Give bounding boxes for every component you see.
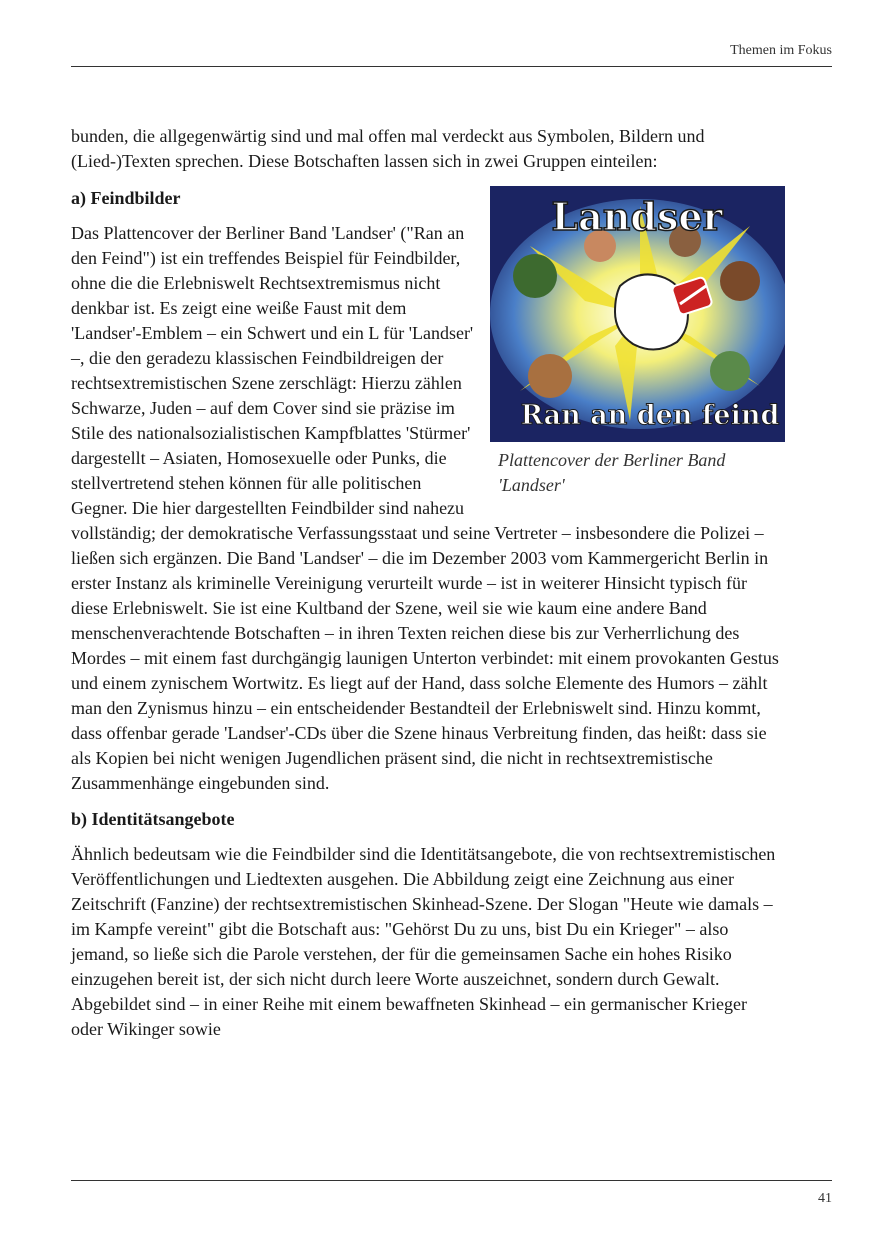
paragraph-identitaetsangebote	[71, 842, 783, 1042]
main-content	[71, 124, 783, 1053]
page-header	[71, 40, 832, 67]
page-number: 41	[818, 1191, 832, 1206]
paragraph-feindbilder-text: Das Plattencover der Berliner Band 'Landser' ("Ran an den Feind") ist ein treffendes Beispiel für Feindbilder, ohne die die Erlebniswelt Rechtsextremismus nicht denkbar ist. Es zeigt eine weiße Faust mit dem 'Landser'-Emblem – ein Schwert und ein L für 'Landser' –, die den geradezu klassischen Feindbildreigen der rechtsextremistischen Szene zerschlägt: Hierzu zählen Schwarze, Juden – auf dem Cover sind sie präzise im Stile des nationalsozialistischen Kampfblattes 'Stürmer' dargestellt – Asiaten, Homosexuelle oder Punks, die stellvertretend stehen können für alle politischen Gegner. Die hier dargestellten Feindbilder sind nahezu vollständig; der demokratische Verfassungsstaat und seine Vertreter – insbesondere die Polizei – ließen sich ergänzen. Die Band 'Landser' – die im Dezember 2003 vom Kammergericht Berlin in erster Instanz als kriminelle Vereinigung verurteilt wurde – ist in weiterer Hinsicht typisch für diese Erlebniswelt. Sie ist eine Kultband der Szene, weil sie wie kaum eine andere Band menschenverachtende Botschaften – in ihren Texten reichen diese bis zur Verherrlichung des Mordes – mit einem fast durchgängig launigen Unterton verbindet: mit einem provokanten Gestus und einem zynischem Wortwitz. Es liegt auf der Hand, dass solche Elemente des Humors – zählt man den Zynismus hinzu – ein entscheidender Bestandteil der Erlebniswelt sind. Hinzu kommt, dass offenbar gerade 'Landser'-CDs über die Szene hinaus Verbreitung finden, das heißt: dass sie als Kopien bei nicht wenigen Jugendlichen präsent sind, die nicht in rechtsextremistische Zusammenhänge eingebunden sind.	[71, 223, 779, 793]
album-cover-image	[490, 186, 785, 442]
heading-feindbilder: a) Feindbilder	[71, 188, 181, 208]
paragraph-intro-text: bunden, die allgegenwärtig sind und mal offen mal verdeckt aus Symbolen, Bildern und (Lied-)Texten sprechen. Diese Botschaften lassen sich in zwei Gruppen einteilen:	[71, 126, 705, 171]
heading-identitaetsangebote: b) Identitätsangebote	[71, 809, 235, 829]
page-footer	[71, 1180, 832, 1206]
paragraph-identitaetsangebote-text: Ähnlich bedeutsam wie die Feindbilder sind die Identitätsangebote, die von rechtsextremistischen Veröffentlichungen und Liedtexten ausgehen. Die Abbildung zeigt eine Zeichnung aus einer Zeitschrift (Fanzine) der rechtsextremistischen Skinhead-Szene. Der Slogan "Heute wie damals – im Kampfe vereint" gibt die Botschaft aus: "Gehörst Du zu uns, bist Du ein Krieger" – also jemand, so ließe sich die Parole verstehen, der für die gemeinsamen Sache ein hohes Risiko einzugehen bereit ist, der sich nicht durch leere Worte auszeichnet, sondern durch Gewalt. Abgebildet sind – in einer Reihe mit einem bewaffneten Skinhead – ein germanischer Krieger oder Wikinger sowie	[71, 844, 776, 1039]
figure-caption: Plattencover der Berliner Band 'Landser'	[498, 450, 726, 495]
cover-band-text: Landser	[551, 194, 723, 239]
album-cover-figure	[490, 186, 785, 498]
paragraph-intro	[71, 124, 783, 174]
header-title: Themen im Fokus	[730, 43, 832, 58]
cover-title-text: Ran an den feind	[520, 400, 780, 431]
